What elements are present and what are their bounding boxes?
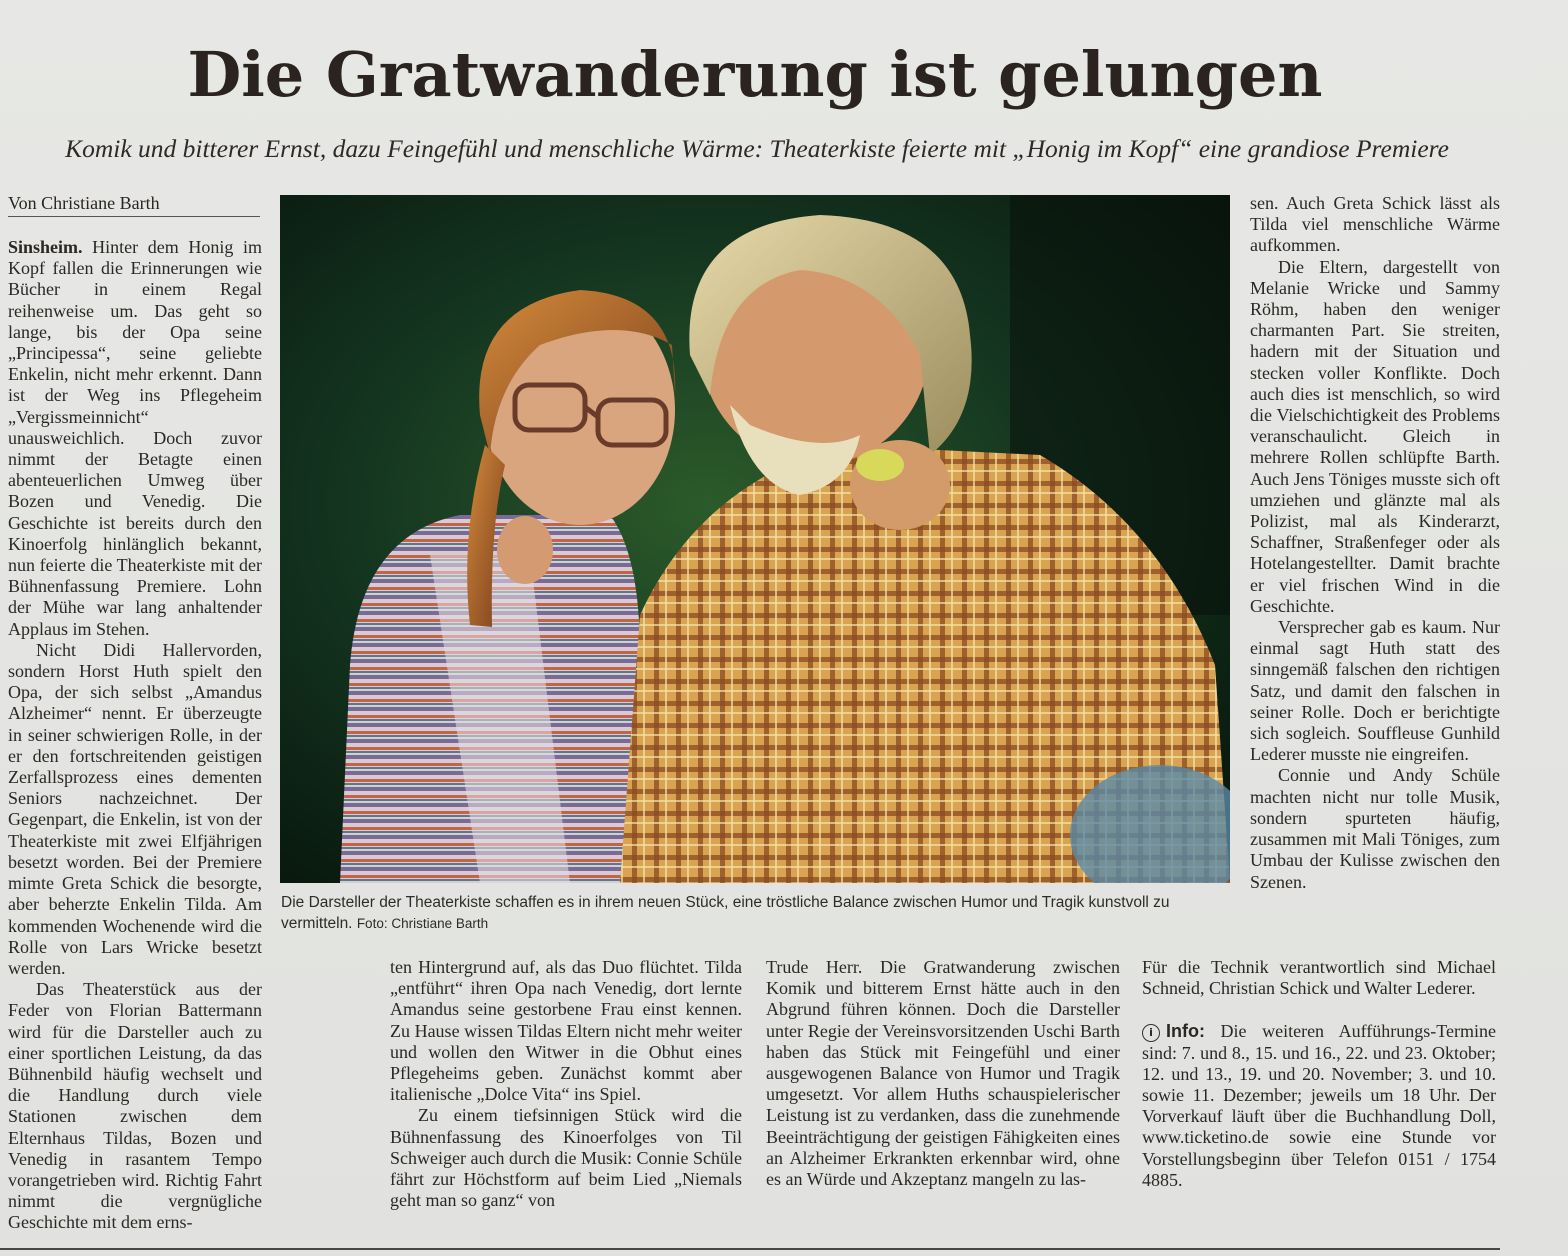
paragraph: sen. Auch Greta Schick lässt als Tilda viel menschliche Wärme aufkommen. <box>1250 193 1500 256</box>
article-column-1 <box>8 237 262 1234</box>
paragraph: Versprecher gab es kaum. Nur einmal sagt Huth statt des sinngemäß falschen den richtigen Satz, und damit den falschen in seiner Rolle. Doch er berichtigte sich sogleich. Souffleuse Gunhild Lederer musste nie eingreifen. <box>1250 617 1500 765</box>
subheadline: Komik und bitterer Ernst, dazu Feingefühl und menschliche Wärme: Theaterkiste feierte mit „Honig im Kopf“ eine grandiose Premiere <box>65 134 1449 163</box>
paragraph: Trude Herr. Die Gratwanderung zwischen Komik und bitterem Ernst hätte auch in den Abgrund führen können. Doch die Darsteller unter Regie der Vereinsvorsitzenden Uschi Barth haben das Stück mit Feingefühl und einer ausgewogenen Balance von Humor und Tragik umgesetzt. Vor allem Huths schauspielerischer Leistung ist zu verdanken, dass die zunehmende Beeinträchtigung der geistigen Fähigkeiten eines an Alzheimer Erkrankten erkennbar wird, ohne es an Würde und Akzeptanz mangeln zu las- <box>766 957 1120 1190</box>
info-label: Info: <box>1166 1021 1205 1042</box>
photo-credit: Foto: Christiane Barth <box>356 916 489 931</box>
info-icon: i <box>1142 1024 1160 1042</box>
headline: Die Gratwanderung ist gelungen <box>187 38 1323 111</box>
article-column-2 <box>390 957 742 1211</box>
paragraph: ten Hintergrund auf, als das Duo flüchtet. Tilda „entführt“ ihren Opa nach Venedig, dort lernte Amandus seine gestorbene Frau einst kennen. Zu Hause wissen Tildas Eltern nicht mehr weiter und wollen den Witwer in die Obhut eines Pflegeheims geben. Zunächst kommt aber italienische „Dolce Vita“ ins Spiel. <box>390 957 742 1105</box>
article-column-4 <box>1250 193 1500 893</box>
article-column-3 <box>766 957 1120 1190</box>
article-photo <box>280 195 1230 883</box>
paragraph: Connie und Andy Schüle machten nicht nur tolle Musik, sondern spurteten häufig, zusammen mit Mali Töniges, zum Umbau der Kulisse zwischen den Szenen. <box>1250 765 1500 892</box>
paragraph: Nicht Didi Hallervorden, sondern Horst Huth spielt den Opa, der sich selbst „Amandus Alzheimer“ nennt. Er überzeugte in seiner schwierigen Rolle, in der er den fortschreitenden geistigen Zerfallsprozess eines dementen Seniors nachzeichnet. Der Gegenpart, die Enkelin, ist von der Theaterkiste mit zwei Elfjährigen besetzt worden. Bei der Premiere mimte Greta Schick die besorgte, aber beherzte Enkelin Tilda. Am kommenden Wochenende wird die Rolle von Lars Wricke besetzt werden. <box>8 639 262 978</box>
paragraph <box>8 237 262 640</box>
caption-text: Die Darsteller der Theaterkiste schaffen es in ihrem neuen Stück, eine tröstliche Balance zwischen Humor und Tragik kunstvoll zu vermitteln. <box>281 894 1170 932</box>
paragraph-text: Hinter dem Honig im Kopf fallen die Erinnerungen wie Bücher in einem Regal reihenweise um. Das geht so lange, bis der Opa seine „Principessa“, seine geliebte Enkelin, nicht mehr erkennt. Dann ist der Weg ins Pflegeheim „Vergissmeinnicht“ unausweichlich. Doch zuvor nimmt der Betagte einen abenteuerlichen Umweg über Bozen und Venedig. Die Geschichte ist bereits durch den Kinoerfolg hinlänglich bekannt, nun feierte die Theaterkiste mit der Bühnenfassung Premiere. Lohn der Mühe war lang anhaltender Applaus im Stehen. <box>8 237 262 639</box>
photo-caption <box>281 892 1231 934</box>
info-box <box>1142 1021 1496 1191</box>
paragraph: Für die Technik verantwortlich sind Michael Schneid, Christian Schick und Walter Lederer. <box>1142 957 1496 999</box>
article-column-5 <box>1142 957 1496 1191</box>
paragraph: Das Theaterstück aus der Feder von Florian Battermann wird für die Darsteller auch zu einer sportlichen Leistung, da das Bühnenbild häufig wechselt und die Handlung durch viele Stationen zwischen dem Elternhaus Tildas, Bozen und Venedig in rasantem Tempo vorangetrieben wird. Richtig Fahrt nimmt die vergnügliche Geschichte mit dem erns- <box>8 979 262 1233</box>
paragraph: Zu einem tiefsinnigen Stück wird die Bühnenfassung des Kinoerfolges von Til Schweiger auch durch die Musik: Connie Schüle fährt zur Höchstform auf beim Lied „Niemals geht man so ganz“ von <box>390 1105 742 1211</box>
paragraph: Die Eltern, dargestellt von Melanie Wricke und Sammy Röhm, haben den weniger charmanten Part. Sie streiten, hadern mit der Situation und stecken voller Konflikte. Doch auch dies ist menschlich, so wird die Vielschichtigkeit des Problems veranschaulicht. Gleich in mehrere Rollen schlüpfte Barth. Auch Jens Töniges musste sich oft umziehen und glänzte mal als Polizist, mal als Kinderarzt, Schaffner, Straßenfeger oder als Hotelangestellter. Damit brachte er viel frischen Wind in die Geschichte. <box>1250 256 1500 616</box>
byline: Von Christiane Barth <box>8 193 260 217</box>
bottom-divider <box>0 1248 1500 1250</box>
dateline: Sinsheim. <box>8 237 83 257</box>
info-text: Die weiteren Aufführungs-Termine sind: 7. und 8., 15. und 16., 22. und 23. Oktober; 12. und 13., 19. und 20. November; 3. und 10. sowie 11. Dezember; jeweils um 18 Uhr. Der Vorverkauf läuft über die Buchhandlung Doll, www.ticketino.de sowie eine Stunde vor Vorstellungsbeginn über Telefon 0151 / 1754 4885. <box>1142 1021 1496 1190</box>
